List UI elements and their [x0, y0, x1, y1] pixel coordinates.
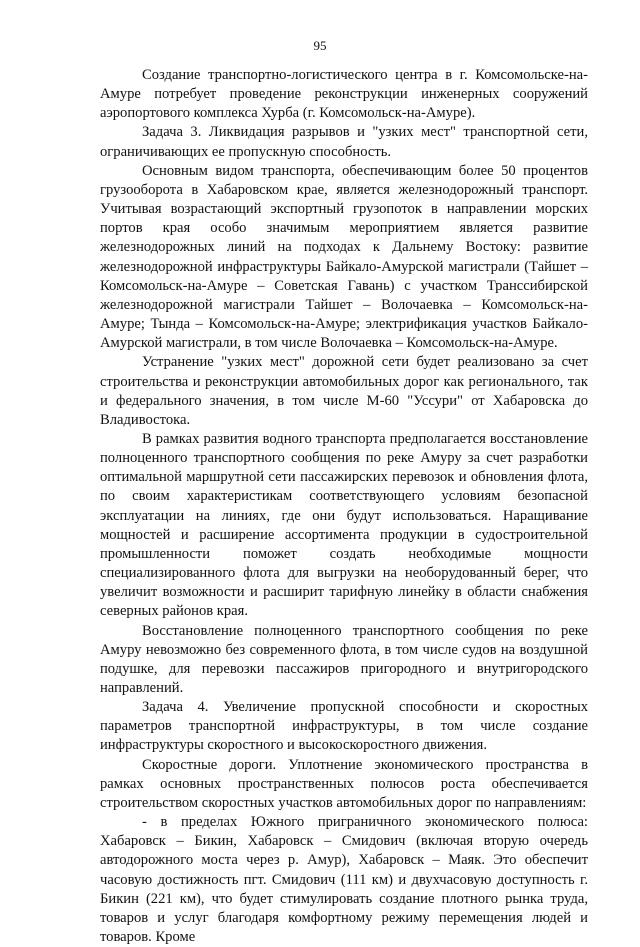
- paragraph-southern-pole: - в пределах Южного приграничного экономического полюса: Хабаровск – Бикин, Хабаровск – Смидович (включая вторую очередь автодорожного моста через р. Амур), Хабаровск – Маяк. Это обеспечит часовую достижность пгт. Смидович (111 км) и двухчасовую доступность г. Бикин (221 км), что будет стимулировать создание плотного рынка труда, товаров и услуг благодаря комфортному режиму перемещения людей и товаров. Кроме: [100, 814, 588, 946]
- body-text: [100, 66, 588, 947]
- paragraph-highways: Скоростные дороги. Уплотнение экономического пространства в рамках основных пространственных полюсов роста обеспечивается строительством скоростных участков автомобильных дорог по направлениям:: [100, 756, 588, 811]
- paragraph-road-bottlenecks: Устранение "узких мест" дорожной сети будет реализовано за счет строительства и реконструкции автомобильных дорог как регионального, так и федерального значения, в том числе М-60 "Уссури" от Хабаровска до Владивостока.: [100, 354, 588, 428]
- paragraph-task-4: Задача 4. Увеличение пропускной способности и скоростных параметров транспортной инфраструктуры, в том числе создание инфраструктуры скоростного и высокоскоростного движения.: [100, 699, 588, 754]
- paragraph-water-transport: В рамках развития водного транспорта предполагается восстановление полноценного транспортного сообщения по реке Амуру за счет разработки оптимальной маршрутной сети пассажирских перевозок и обновления флота, по своим характеристикам соответствующего условиям безопасной эксплуатации на линиях, где они будут использоваться. Наращивание мощностей и расширение ассортимента продукции в судостроительной промышленности поможет создать необходимые мощности специализированного флота для выгрузки на необорудованный берег, что увеличит возможности и расширит тарифную линейку в области снабжения северных районов края.: [100, 430, 588, 620]
- page-number: 95: [313, 38, 327, 53]
- paragraph-railway-transport: Основным видом транспорта, обеспечивающим более 50 процентов грузооборота в Хабаровском крае, является железнодорожный транспорт. Учитывая возрастающий экспортный грузопоток в направлении морских портов края особо значимым мероприятием является развитие железнодорожных линий на подходах к Дальнему Востоку: развитие железнодорожной инфраструктуры Байкало-Амурской магистрали (Тайшет – Комсомольск-на-Амуре – Советская Гавань) с участком Транссибирской железнодорожной магистрали Тайшет – Волочаевка – Комсомольск-на-Амуре; Тында – Комсомольск-на-Амуре; электрификация участков Байкало-Амурской магистрали, в том числе Волочаевка – Комсомольск-на-Амуре.: [100, 162, 588, 352]
- paragraph-amur-fleet: Восстановление полноценного транспортного сообщения по реке Амуру невозможно без современного флота, в том числе судов на воздушной подушке, для перевозки пассажиров пригородного и внутригородского направлений.: [100, 622, 588, 696]
- paragraph-task-3: Задача 3. Ликвидация разрывов и "узких мест" транспортной сети, ограничивающих ее пропускную способность.: [100, 124, 588, 160]
- paragraph-terminal-center: Создание транспортно-логистического центра в г. Комсомольске-на-Амуре потребует проведение реконструкции инженерных сооружений аэропортового комплекса Хурба (г. Комсомольск-на-Амуре).: [100, 67, 588, 122]
